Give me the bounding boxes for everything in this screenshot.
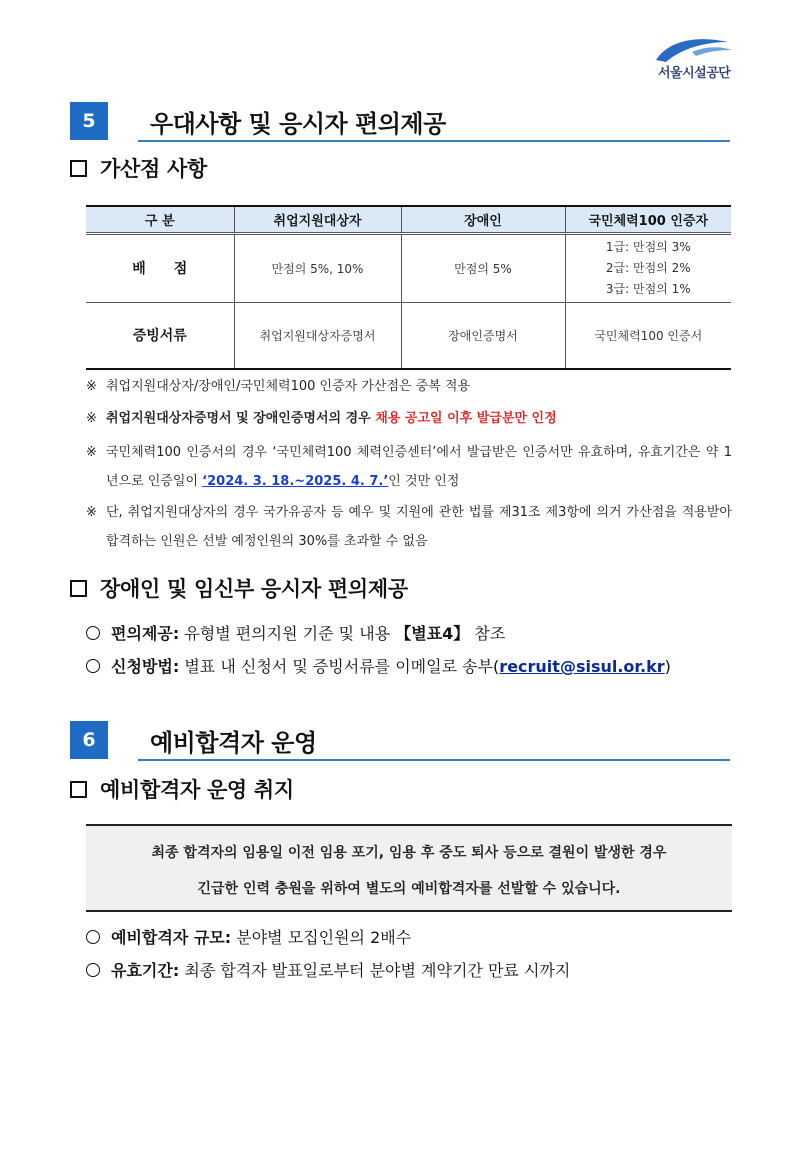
- checkbox-square-icon: [70, 781, 87, 798]
- organization-logo: [652, 34, 738, 86]
- circle-bullet-icon: [86, 930, 100, 944]
- table-header-row: [86, 206, 731, 233]
- table-cell: 만점의 5%, 10%: [234, 233, 401, 302]
- reserve-purpose-box: [86, 824, 732, 912]
- table-header: 국민체력100 인증자: [565, 206, 731, 233]
- table-cell: 1급: 만점의 3% 2급: 만점의 2% 3급: 만점의 1%: [565, 233, 731, 302]
- circle-bullet-icon: [86, 963, 100, 977]
- table-cell: 만점의 5%: [401, 233, 565, 302]
- table-row: [86, 233, 731, 302]
- subheading-bonus-points: 가산점 사항: [70, 153, 207, 183]
- section-divider: [138, 140, 730, 142]
- checkbox-square-icon: [70, 160, 87, 177]
- note-issue-date: ※ 취업지원대상자증명서 및 장애인증명서의 경우 채용 공고일 이후 발급분만 인정: [86, 411, 557, 426]
- section-5-header: [70, 102, 730, 140]
- section-title: 예비합격자 운영: [150, 729, 317, 757]
- table-cell: 장애인증명서: [401, 302, 565, 369]
- table-cell: 취업지원대상자증명서: [234, 302, 401, 369]
- bullet-validity-period: 유효기간: 최종 합격자 발표일로부터 분야별 계약기간 만료 시까지: [86, 958, 570, 981]
- table-cell: 국민체력100 인증서: [565, 302, 731, 369]
- row-label: 배 점: [86, 233, 234, 302]
- checkbox-square-icon: [70, 580, 87, 597]
- table-header: 구 분: [86, 206, 234, 233]
- note-fitness-certificate: ※ 국민체력100 인증서의 경우 ‘국민체력100 체력인증센터’에서 발급받은 인증서만 유효하며, 유효기간은 약 1년으로 인증일이 ‘2024. 3. 18.~2025. 4. 7.’인 것만 인정: [86, 445, 732, 489]
- circle-bullet-icon: [86, 626, 100, 640]
- table-header: 장애인: [401, 206, 565, 233]
- row-label: 증빙서류: [86, 302, 234, 369]
- box-line: 최종 합격자의 임용일 이전 임용 포기, 임용 후 중도 퇴사 등으로 결원이 발생한 경우: [151, 845, 667, 861]
- section-divider: [138, 759, 730, 761]
- bullet-accommodation: 편의제공: 유형별 편의지원 기준 및 내용 【별표4】 참조: [86, 621, 505, 644]
- section-title: 우대사항 및 응시자 편의제공: [150, 110, 446, 138]
- subheading-reserve-purpose: 예비합격자 운영 취지: [70, 774, 294, 804]
- email-link[interactable]: recruit@sisul.or.kr: [499, 657, 665, 676]
- table-row: [86, 302, 731, 369]
- circle-bullet-icon: [86, 659, 100, 673]
- note-limit: ※ 단, 취업지원대상자의 경우 국가유공자 등 예우 및 지원에 관한 법률 제31조 제3항에 의거 가산점을 적용받아 합격하는 인원은 선발 예정인원의 30%를 초과할 수 없음: [86, 505, 732, 549]
- section-number: 5: [70, 102, 108, 140]
- logo-text: 서울시설공단: [658, 66, 731, 81]
- section-number: 6: [70, 721, 108, 759]
- table-header: 취업지원대상자: [234, 206, 401, 233]
- subheading-accommodation: 장애인 및 임신부 응시자 편의제공: [70, 573, 408, 603]
- wave-icon: [652, 34, 738, 64]
- bonus-points-table: [86, 205, 731, 370]
- box-line: 긴급한 인력 충원을 위하여 별도의 예비합격자를 선발할 수 있습니다.: [197, 881, 621, 897]
- section-6-header: [70, 721, 730, 759]
- bullet-application-method: 신청방법: 별표 내 신청서 및 증빙서류를 이메일로 송부(recruit@sisul.or.kr): [86, 654, 671, 677]
- note-duplicate-points: ※ 취업지원대상자/장애인/국민체력100 인증자 가산점은 중복 적용: [86, 379, 471, 394]
- bullet-reserve-scale: 예비합격자 규모: 분야별 모집인원의 2배수: [86, 925, 411, 948]
